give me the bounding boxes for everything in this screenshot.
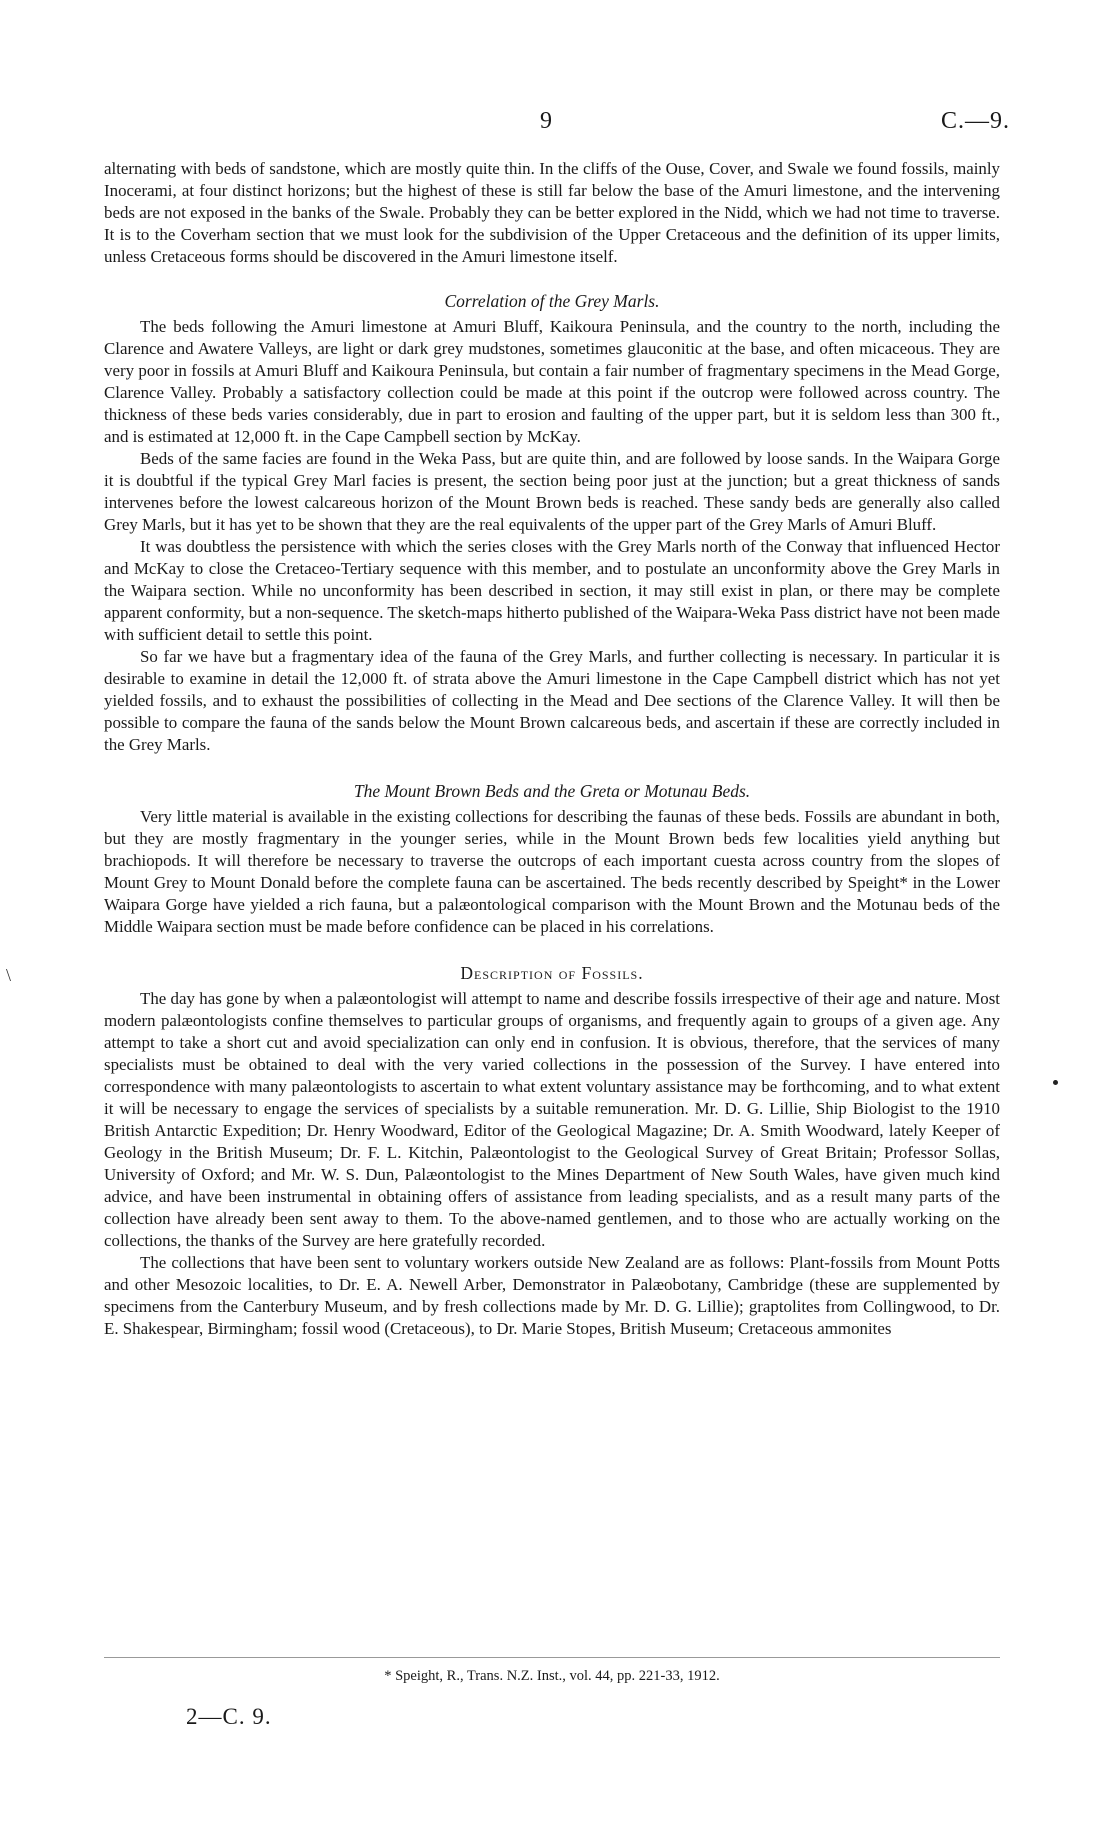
section-heading-mount-brown: The Mount Brown Beds and the Greta or Motunau Beds. xyxy=(353,781,751,801)
body-text xyxy=(104,158,1000,1340)
paragraph: Very little material is available in the existing collections for describing the faunas of these beds. Fossils are abundant in both, but they are mostly fragmentary in the younger series, while in the Mount Brown beds few localities yield anything but brachiopods. It will therefore be necessary to traverse the outcrops of each important cuesta across country from the slopes of Mount Grey to Mount Donald before the complete fauna can be ascertained. The beds recently described by Speight* in the Lower Waipara Gorge have yielded a rich fauna, but a palæontological comparison with the Mount Brown and the Motunau beds of the Middle Waipara section must be made before confidence can be placed in his correlations. xyxy=(104,807,1000,936)
page-number: 9 xyxy=(540,108,553,134)
paragraph: The day has gone by when a palæontologist will attempt to name and describe fossils irrespective of their age and nature. Most modern palæontologists confine themselves to particular groups of organisms, and frequently again to groups of a given age. Any attempt to take a short cut and avoid specialization can only end in confusion. It is obvious, therefore, that the services of many specialists must be obtained to deal with the very varied collections in the possession of the Survey. I have entered into correspondence with many palæontologists to ascertain to what extent voluntary assistance may be forthcoming, and to what extent it will be necessary to engage the services of specialists by a suitable remuneration. Mr. D. G. Lillie, Ship Biologist to the 1910 British Antarctic Expedition; Dr. Henry Woodward, Editor of the Geological Magazine; Dr. A. Smith Woodward, lately Keeper of Geology in the British Museum; Dr. F. L. Kitchin, Palæontologist to the Geological Survey of Great Britain; Professor Sollas, University of Oxford; and Mr. W. S. Dun, Palæontologist to the Mines Department of New South Wales, have given much kind advice, and have been instrumental in obtaining offers of assistance from leading specialists, and as a result many parts of the collection have already been sent away to them. To the above-named gentlemen, and to those who are actually working on the collections, the thanks of the Survey are here gratefully recorded. xyxy=(104,989,1000,1250)
document-reference: C.—9. xyxy=(940,108,1010,134)
section-heading-description: Description of Fossils. xyxy=(460,963,644,983)
footnote: * Speight, R., Trans. N.Z. Inst., vol. 44, pp. 221-33, 1912. xyxy=(384,1668,720,1684)
intro-paragraph: alternating with beds of sandstone, which are mostly quite thin. In the cliffs of the Ouse, Cover, and Swale we found fossils, mainly Inocerami, at four distinct horizons; but the highest of these is still far below the base of the Amuri limestone, and the intervening beds are not exposed in the banks of the Swale. Probably they can be better explored in the Nidd, which we had not time to traverse. It is to the Coverham section that we must look for the subdivision of the Upper Cretaceous and the definition of its upper limits, unless Cretaceous forms should be discovered in the Amuri limestone itself. xyxy=(104,159,1000,266)
page-signature: 2—C. 9. xyxy=(186,1704,272,1729)
footnote-rule xyxy=(104,1657,1000,1658)
paragraph: The collections that have been sent to voluntary workers outside New Zealand are as follows: Plant-fossils from Mount Potts and other Mesozoic localities, to Dr. E. A. Newell Arber, Demonstrator in Palæobotany, Cambridge (these are supplemented by specimens from the Canterbury Museum, and by fresh collections made by Mr. D. G. Lillie); graptolites from Collingwood, to Dr. E. Shakespear, Birmingham; fossil wood (Cretaceous), to Dr. Marie Stopes, British Museum; Cretaceous ammonites xyxy=(104,1253,1000,1338)
paragraph: Beds of the same facies are found in the Weka Pass, but are quite thin, and are followed by loose sands. In the Waipara Gorge it is doubtful if the typical Grey Marl facies is present, the section being poor just at the junction; but a great thickness of sands intervenes before the lowest calcareous horizon of the Mount Brown beds is reached. These sandy beds are generally also called Grey Marls, but it has yet to be shown that they are the real equivalents of the upper part of the Grey Marls of Amuri Bluff. xyxy=(104,449,1000,534)
paragraph: The beds following the Amuri limestone at Amuri Bluff, Kaikoura Peninsula, and the country to the north, including the Clarence and Awatere Valleys, are light or dark grey mudstones, sometimes glauconitic at the base, and often micaceous. They are very poor in fossils at Amuri Bluff and Kaikoura Peninsula, but contain a fair number of fragmentary specimens in the Mead Gorge, Clarence Valley. Probably a satisfactory collection could be made at this point if the outcrop were followed across country. The thickness of these beds varies considerably, due in part to erosion and faulting of the upper part, but it is seldom less than 300 ft., and is estimated at 12,000 ft. in the Cape Campbell section by McKay. xyxy=(104,317,1000,446)
margin-dot xyxy=(1053,1080,1058,1085)
section-heading-grey-marls: Correlation of the Grey Marls. xyxy=(444,291,660,311)
paragraph: It was doubtless the persistence with which the series closes with the Grey Marls north of the Conway that influenced Hector and McKay to close the Cretaceo-Tertiary sequence with this member, and to postulate an unconformity above the Grey Marls in the Waipara section. While no unconformity has been described in section, it may still exist in plan, or there may be complete apparent conformity, but a non-sequence. The sketch-maps hitherto published of the Waipara-Weka Pass district have not been made with sufficient detail to settle this point. xyxy=(104,537,1000,644)
margin-mark: \ xyxy=(6,965,12,985)
paragraph: So far we have but a fragmentary idea of the fauna of the Grey Marls, and further collecting is necessary. In particular it is desirable to examine in detail the 12,000 ft. of strata above the Amuri limestone in the Cape Campbell district which has not yet yielded fossils, and to exhaust the possibilities of collecting in the Mead and Dee sections of the Clarence Valley. It will then be possible to compare the fauna of the sands below the Mount Brown calcareous beds, and ascertain if these are correctly included in the Grey Marls. xyxy=(104,647,1000,754)
